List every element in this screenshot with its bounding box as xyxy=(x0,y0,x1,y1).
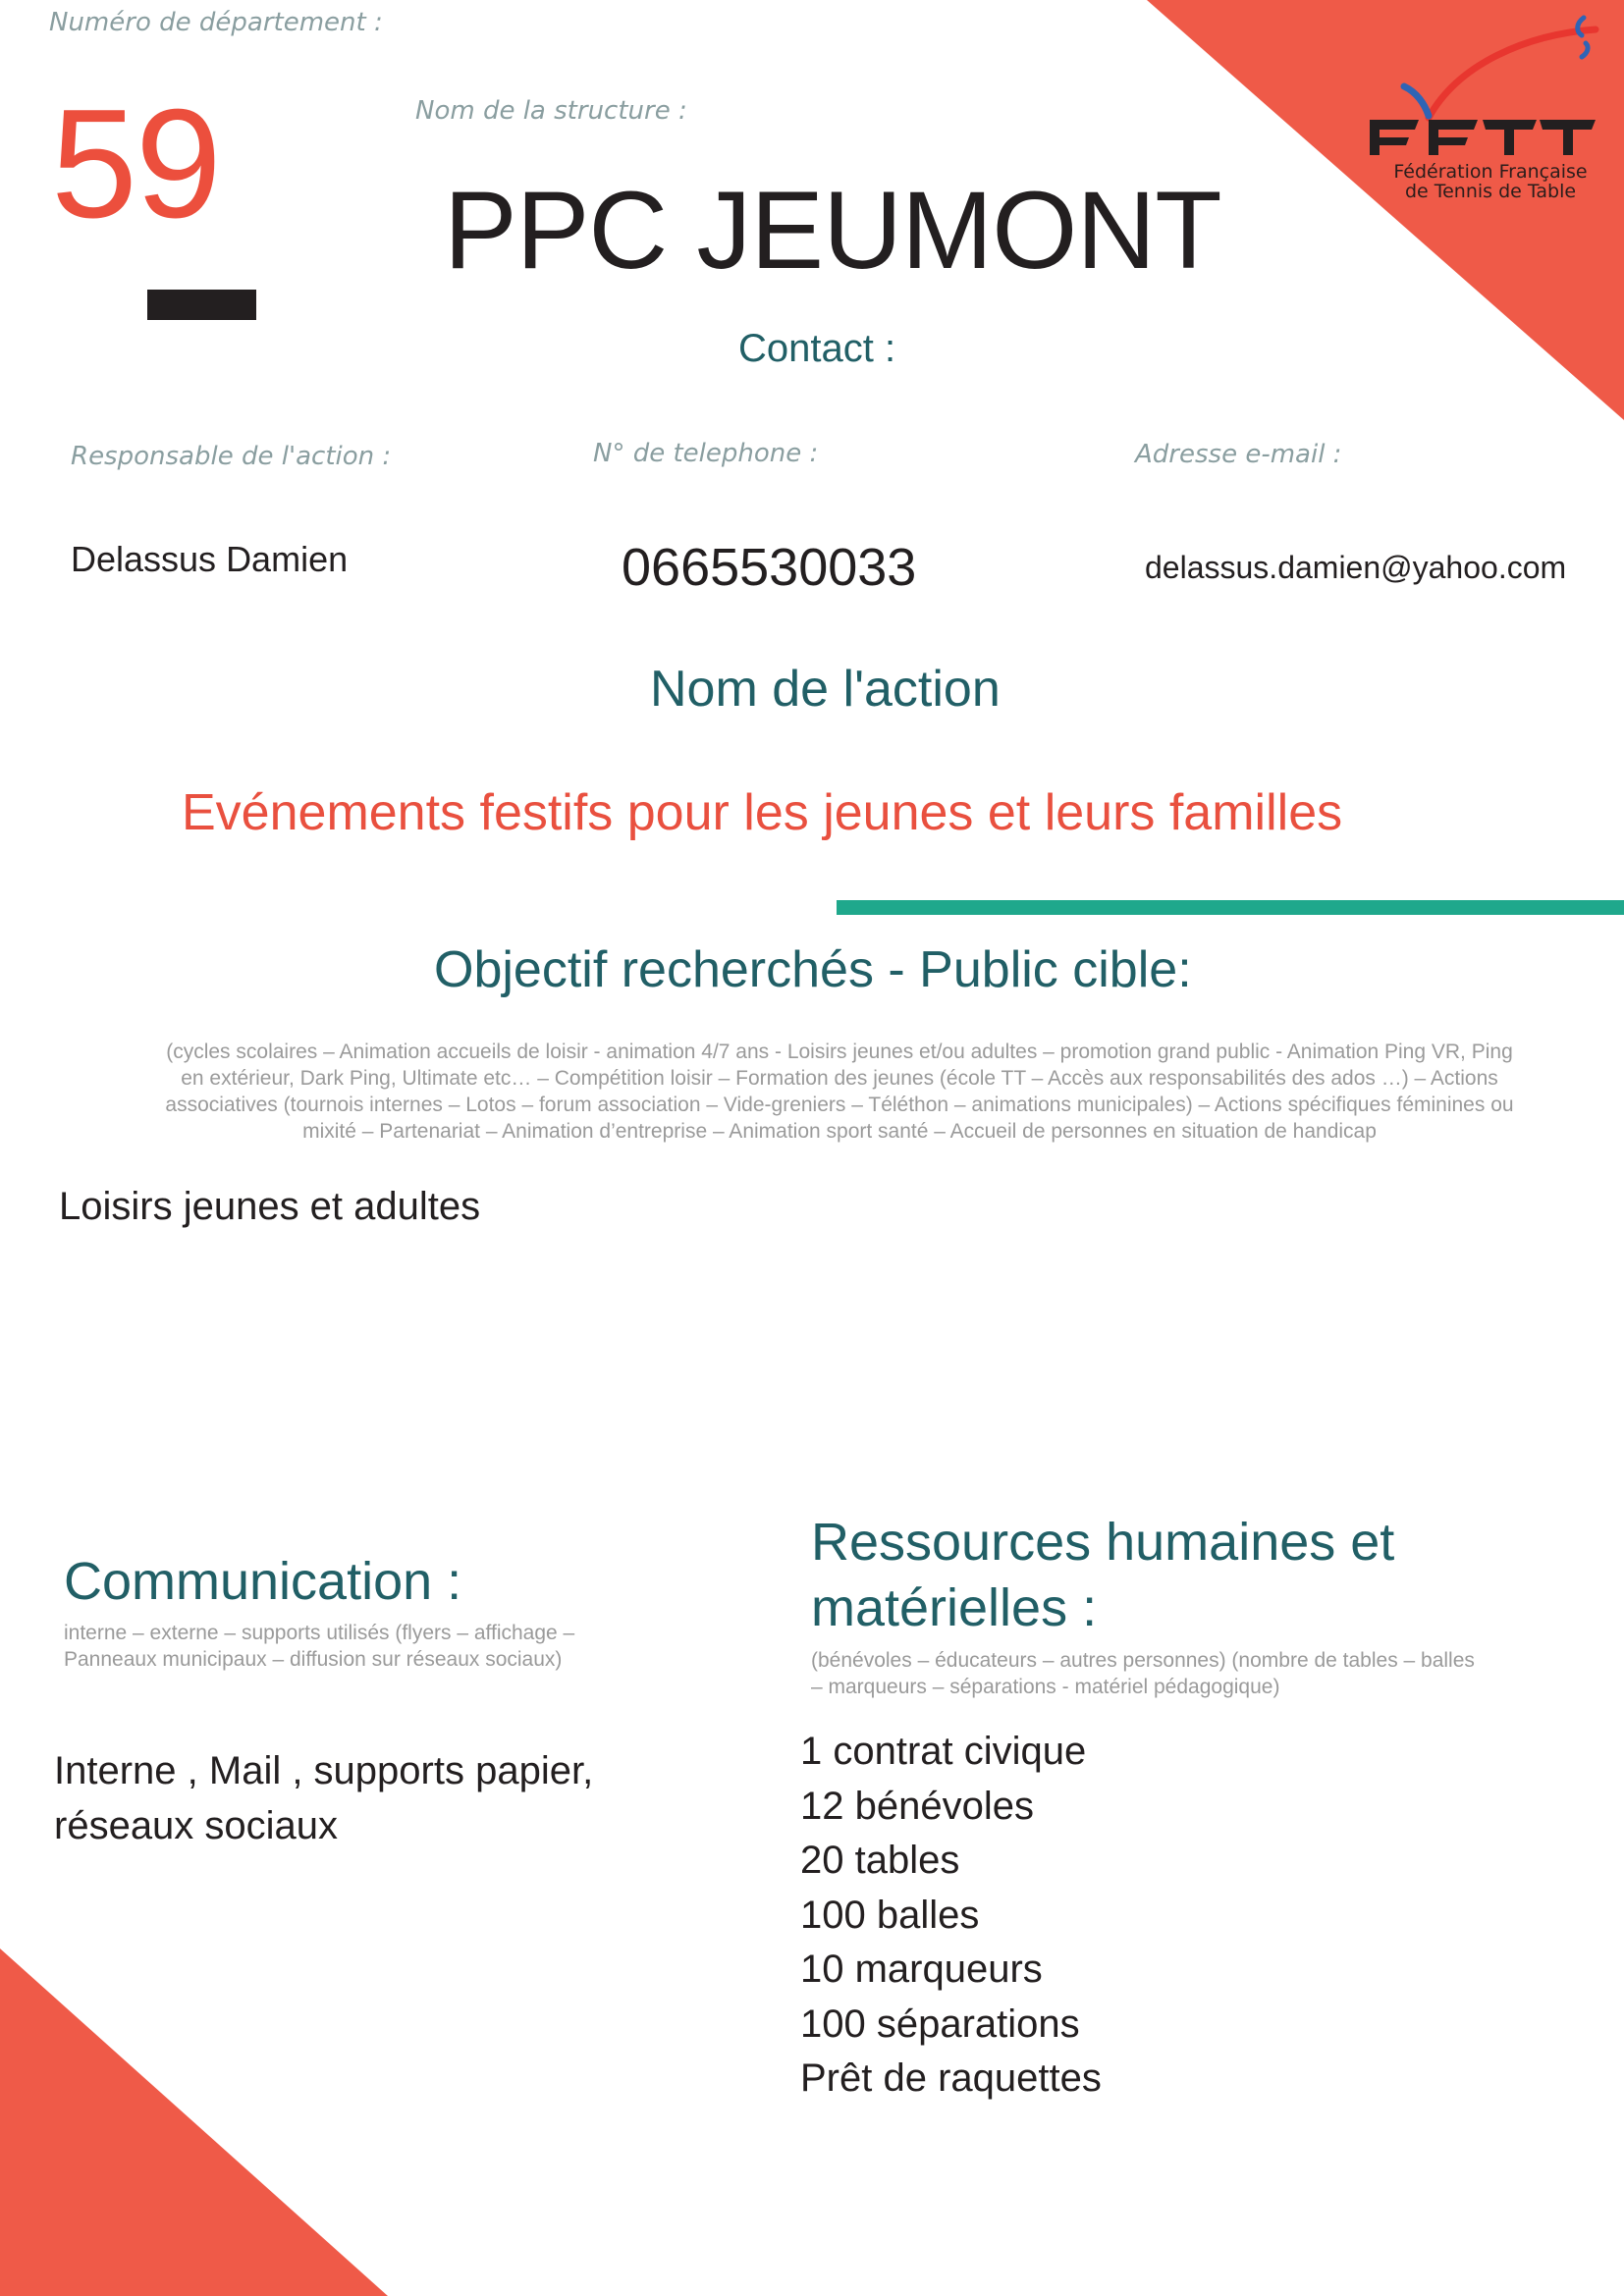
resource-item: Prêt de raquettes xyxy=(800,2056,1102,2100)
resource-item: 1 contrat civique xyxy=(800,1730,1087,1773)
objective-description: (cycles scolaires – Animation accueils de loisir - animation 4/7 ans - Loisirs jeunes et/ou adultes – promotion grand public - Animation Ping VR, Ping en extérieur, Dark Ping, Ultimate etc… – Compétition loisir – Formation des jeunes (école TT – Accès aux responsabilités des ados …) – Actions associatives (tournois internes – Lotos – forum association – Vide-greniers – Téléthon – animations municipales) – Actions spécifiques féminines ou mixité – Partenariat – Animation d’entreprise – Animation sport santé – Accueil de personnes en situation de handicap xyxy=(165,1041,1514,1143)
action-heading: Nom de l'action xyxy=(650,661,1001,718)
resource-item: 10 marqueurs xyxy=(800,1948,1043,1991)
email-label: Adresse e-mail : xyxy=(1135,440,1342,469)
telephone-value: 0665530033 xyxy=(622,538,917,597)
objective-heading: Objectif recherchés - Public cible: xyxy=(434,941,1192,998)
corner-triangle-bottom-left xyxy=(0,1949,388,2296)
resources-heading-line1: Ressources humaines et xyxy=(811,1513,1395,1572)
department-label: Numéro de département : xyxy=(49,8,383,37)
resources-description-line1: (bénévoles – éducateurs – autres personnes) (nombre de tables – balles xyxy=(811,1649,1475,1672)
resources-list xyxy=(800,1725,1102,2107)
resources-heading-line2: matérielles : xyxy=(811,1578,1098,1637)
resource-item: 100 balles xyxy=(800,1893,980,1937)
structure-label: Nom de la structure : xyxy=(415,96,687,126)
structure-name: PPC JEUMONT xyxy=(444,169,1221,292)
responsable-label: Responsable de l'action : xyxy=(71,442,392,471)
resource-item: 12 bénévoles xyxy=(800,1784,1034,1828)
contact-heading: Contact : xyxy=(738,327,896,370)
objective-value: Loisirs jeunes et adultes xyxy=(59,1185,481,1228)
communication-description-line2: Panneaux municipaux – diffusion sur réseaux sociaux) xyxy=(64,1648,563,1671)
resources-description-line2: – marqueurs – séparations - matériel pédagogique) xyxy=(811,1676,1280,1698)
telephone-label: N° de telephone : xyxy=(593,439,819,468)
fftt-logo-text xyxy=(1368,162,1613,201)
section-divider-bar xyxy=(837,900,1624,915)
action-name: Evénements festifs pour les jeunes et leurs familles xyxy=(182,784,1343,841)
email-value: delassus.damien@yahoo.com xyxy=(1145,550,1567,585)
resource-item: 20 tables xyxy=(800,1839,960,1882)
communication-value-line1: Interne , Mail , supports papier, xyxy=(54,1749,594,1792)
logo-line2: de Tennis de Table xyxy=(1404,181,1577,202)
responsable-value: Delassus Damien xyxy=(71,539,349,579)
department-underline-bar xyxy=(147,290,256,320)
logo-line1: Fédération Française xyxy=(1393,161,1588,183)
department-number: 59 xyxy=(51,78,220,250)
resource-item: 100 séparations xyxy=(800,2002,1080,2046)
communication-description-line1: interne – externe – supports utilisés (flyers – affichage – xyxy=(64,1622,575,1644)
communication-heading: Communication : xyxy=(64,1552,462,1611)
communication-value-line2: réseaux sociaux xyxy=(54,1804,339,1847)
